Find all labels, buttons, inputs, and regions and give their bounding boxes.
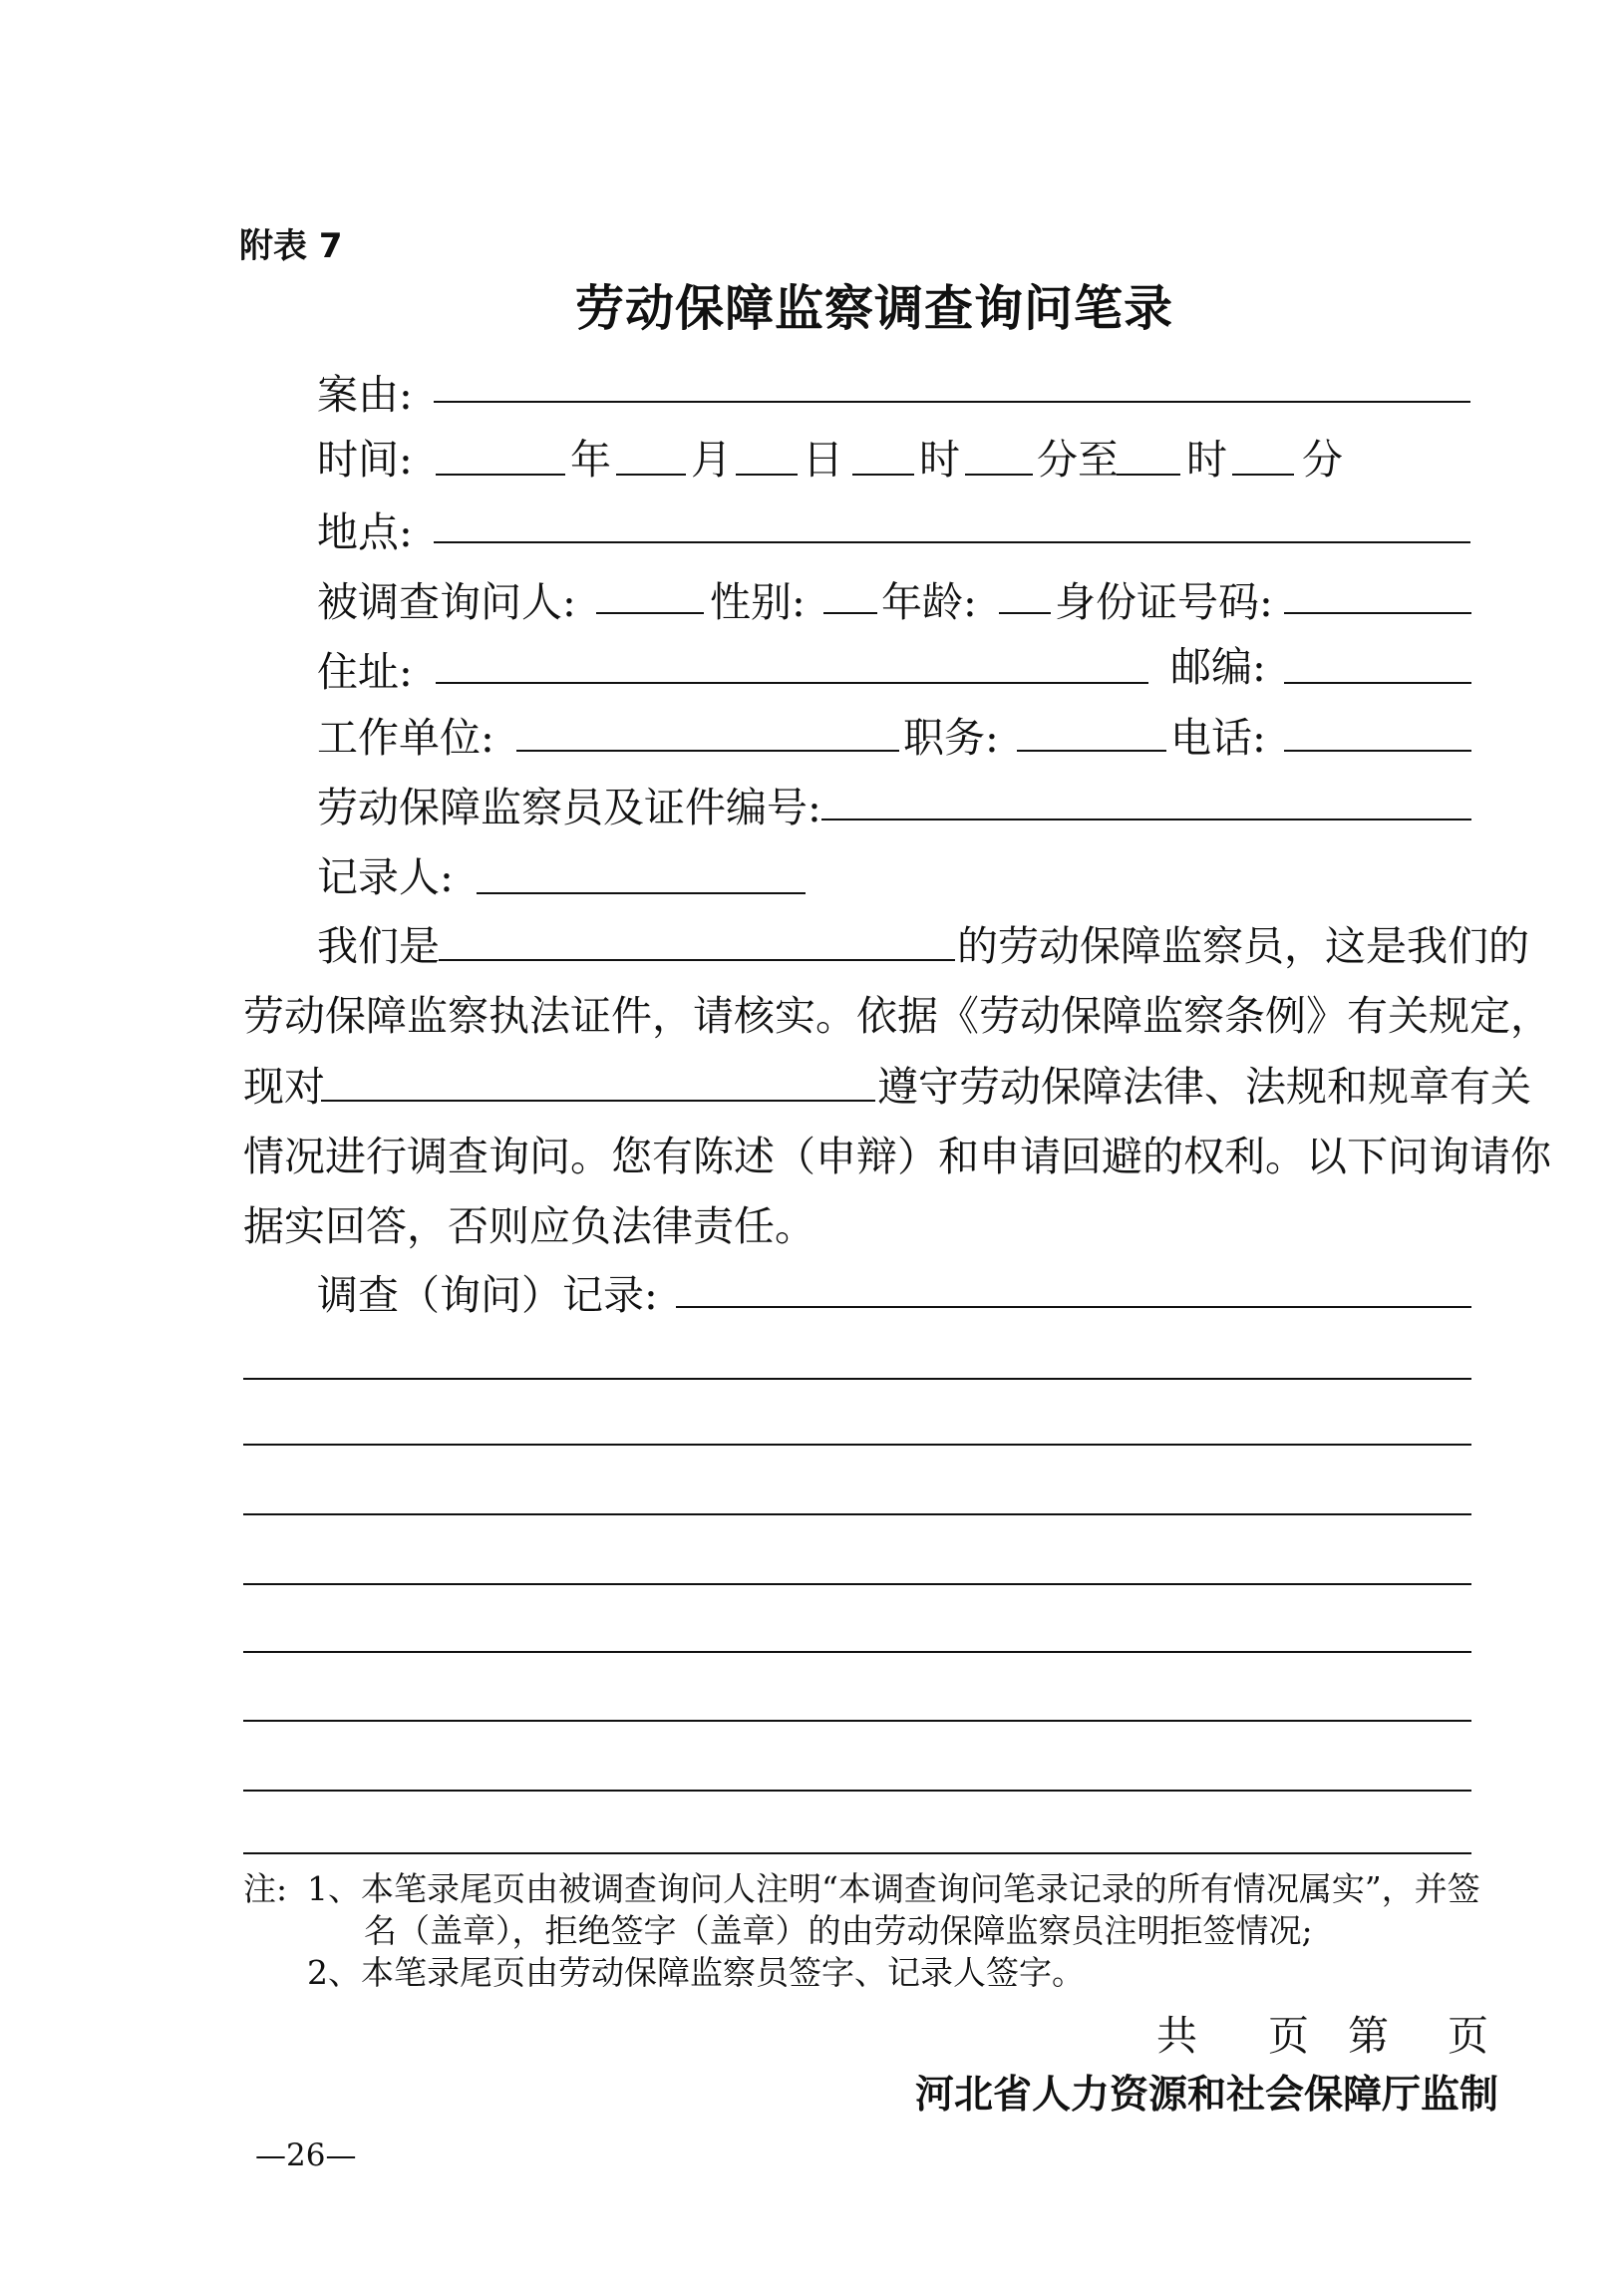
page-title: 劳动保障监察调查询问笔录 bbox=[575, 280, 1174, 337]
hour-unit: 时 bbox=[919, 436, 960, 484]
notes-divider bbox=[243, 1852, 1471, 1854]
phone-field[interactable] bbox=[1284, 750, 1471, 752]
end-hour-unit: 时 bbox=[1186, 436, 1227, 484]
record-line[interactable] bbox=[243, 1378, 1471, 1380]
end-minute-field[interactable] bbox=[1232, 474, 1294, 476]
appendix-label: 附表 7 bbox=[239, 226, 343, 266]
workplace-label: 工作单位: bbox=[317, 714, 494, 762]
position-field[interactable] bbox=[1017, 750, 1166, 752]
statement-line-4: 情况进行调查询问。您有陈述（申辩）和申请回避的权利。以下问询请你 bbox=[243, 1133, 1551, 1180]
statement-line-1-start: 我们是 bbox=[317, 922, 440, 970]
statement-line-1-end: 的劳动保障监察员，这是我们的 bbox=[957, 922, 1529, 970]
subject-field[interactable] bbox=[321, 1100, 875, 1102]
statement-line-5: 据实回答，否则应负法律责任。 bbox=[243, 1202, 815, 1250]
statement-line-3-end: 遵守劳动保障法律、法规和规章有关 bbox=[877, 1063, 1531, 1111]
end-hour-field[interactable] bbox=[1117, 474, 1180, 476]
note-1-line-1: 1、本笔录尾页由被调查询问人注明“本调查询问笔录记录的所有情况属实”，并签 bbox=[307, 1869, 1480, 1908]
notes-prefix: 注: bbox=[243, 1869, 288, 1908]
day-unit: 日 bbox=[803, 436, 843, 484]
record-label: 调查（询问）记录: bbox=[317, 1271, 658, 1319]
record-line[interactable] bbox=[243, 1444, 1471, 1446]
address-field[interactable] bbox=[436, 682, 1148, 684]
time-label: 时间: bbox=[317, 436, 413, 484]
minute-field[interactable] bbox=[965, 474, 1033, 476]
place-field[interactable] bbox=[434, 541, 1470, 543]
statement-line-2: 劳动保障监察执法证件，请核实。依据《劳动保障监察条例》有关规定， bbox=[243, 992, 1551, 1040]
age-label: 年龄: bbox=[881, 578, 977, 626]
place-label: 地点: bbox=[317, 508, 413, 556]
gender-label: 性别: bbox=[710, 578, 806, 626]
address-label: 住址: bbox=[317, 648, 413, 696]
year-field[interactable] bbox=[436, 474, 565, 476]
issuer: 河北省人力资源和社会保障厅监制 bbox=[915, 2073, 1499, 2118]
id-number-label: 身份证号码: bbox=[1055, 578, 1273, 626]
month-unit: 月 bbox=[691, 436, 732, 484]
page-count-nth: 第 bbox=[1348, 2012, 1389, 2060]
month-field[interactable] bbox=[616, 474, 686, 476]
page-count-total: 共 bbox=[1156, 2012, 1197, 2060]
page-count-page-2: 页 bbox=[1448, 2012, 1488, 2060]
hour-field[interactable] bbox=[852, 474, 914, 476]
page-count-page-1: 页 bbox=[1268, 2012, 1309, 2060]
case-label: 案由: bbox=[317, 371, 413, 419]
inspector-field[interactable] bbox=[821, 819, 1471, 820]
record-line[interactable] bbox=[243, 1651, 1471, 1653]
end-minute-unit: 分 bbox=[1302, 436, 1343, 484]
person-label: 被调查询问人: bbox=[317, 578, 576, 626]
inspector-label: 劳动保障监察员及证件编号: bbox=[317, 784, 821, 831]
record-line[interactable] bbox=[243, 1583, 1471, 1585]
postcode-field[interactable] bbox=[1284, 682, 1471, 684]
gender-field[interactable] bbox=[823, 612, 877, 614]
phone-label: 电话: bbox=[1170, 714, 1266, 762]
age-field[interactable] bbox=[999, 612, 1051, 614]
record-line[interactable] bbox=[243, 1790, 1471, 1792]
page-number: —26— bbox=[255, 2137, 357, 2173]
person-field[interactable] bbox=[596, 612, 704, 614]
record-line[interactable] bbox=[243, 1720, 1471, 1722]
year-unit: 年 bbox=[570, 436, 611, 484]
workplace-field[interactable] bbox=[516, 750, 899, 752]
case-field[interactable] bbox=[434, 401, 1470, 403]
note-1-line-2: 名（盖章），拒绝签字（盖章）的由劳动保障监察员注明拒签情况; bbox=[364, 1911, 1313, 1950]
position-label: 职务: bbox=[903, 714, 999, 762]
recorder-label: 记录人: bbox=[317, 853, 454, 901]
day-field[interactable] bbox=[736, 474, 798, 476]
record-line-first[interactable] bbox=[676, 1306, 1471, 1308]
recorder-field[interactable] bbox=[477, 892, 806, 894]
note-2: 2、本笔录尾页由劳动保障监察员签字、记录人签字。 bbox=[307, 1953, 1085, 1992]
minute-to-unit: 分至 bbox=[1037, 436, 1119, 484]
record-line[interactable] bbox=[243, 1513, 1471, 1515]
statement-line-3-start: 现对 bbox=[243, 1063, 325, 1111]
id-number-field[interactable] bbox=[1284, 612, 1471, 614]
organization-field[interactable] bbox=[439, 959, 955, 961]
postcode-label: 邮编: bbox=[1170, 643, 1266, 691]
